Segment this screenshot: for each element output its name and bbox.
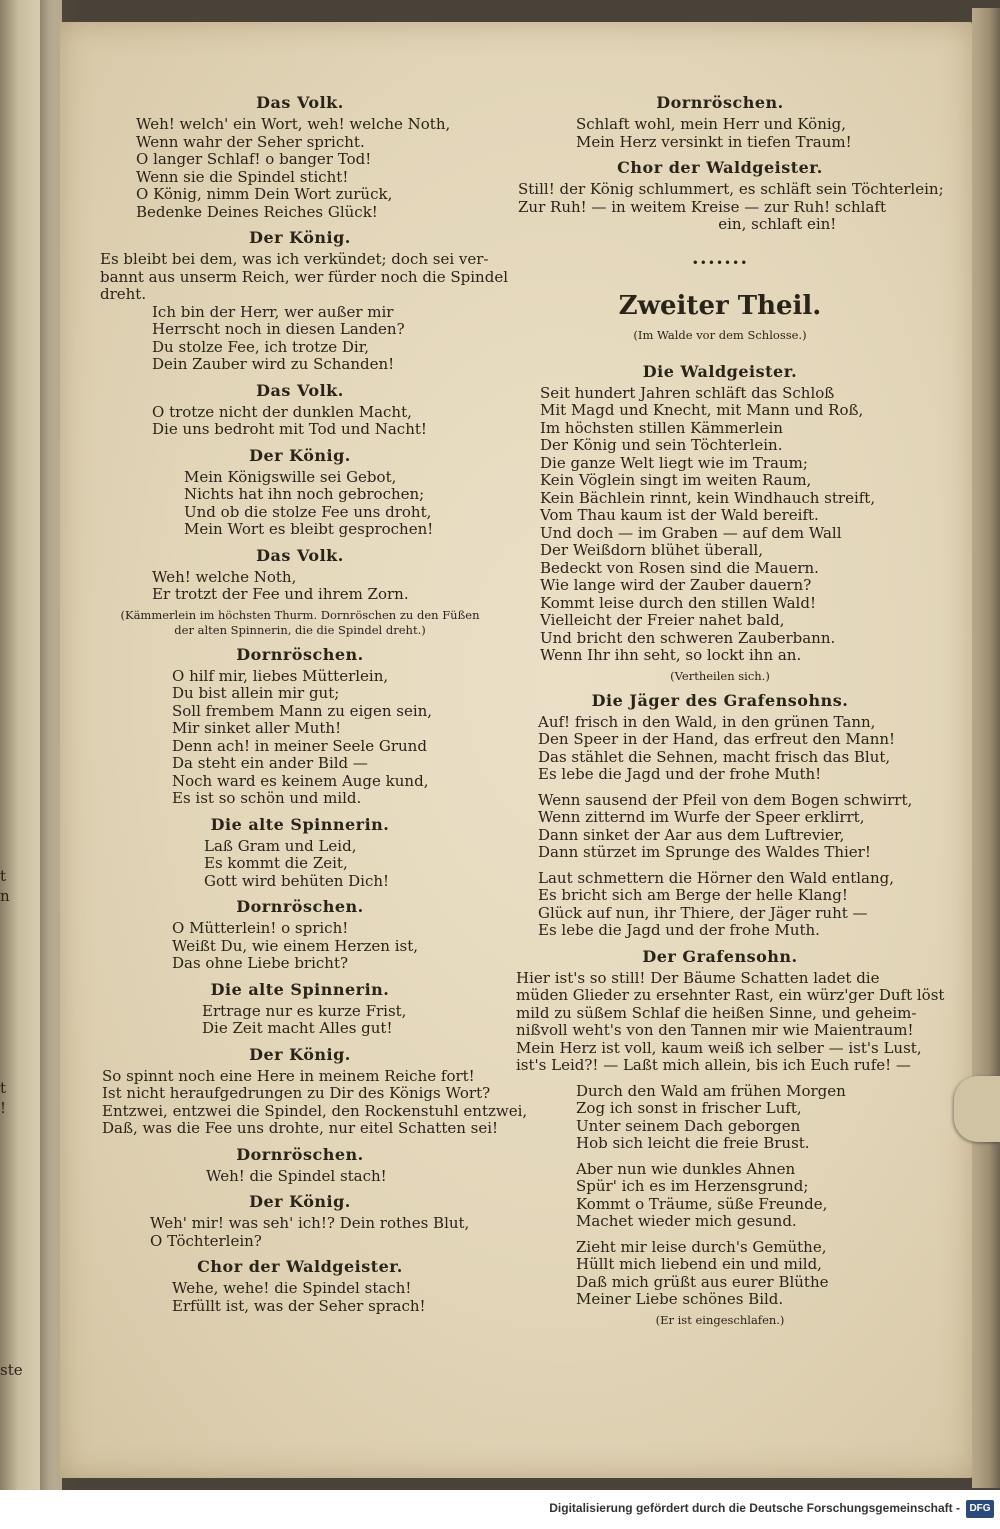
text-line: Ist nicht heraufgedrungen zu Dir des Königs Wort? (102, 1084, 491, 1102)
text-line: Du bist allein mir gut; (172, 684, 340, 702)
text-line: O langer Schlaf! o banger Tod! (136, 150, 372, 168)
verse-block (100, 1168, 500, 1186)
text-line: Vom Thau kaum ist der Wald bereift. (540, 506, 819, 524)
text-line: O König, nimm Dein Wort zurück, (136, 185, 393, 203)
text-line: Ertrage nur es kurze Frist, (202, 1001, 407, 1020)
text-line: müden Glieder zu ersehnter Rast, ein würz'ger Duft löst (516, 986, 945, 1004)
text-line: Das ohne Liebe bricht? (172, 954, 349, 972)
verse-block (100, 1003, 500, 1038)
speaker-heading: Die alte Spinnerin. (210, 814, 390, 834)
text-line: Wehe, wehe! die Spindel stach! (172, 1279, 412, 1297)
speaker-heading: Dornröschen. (236, 644, 364, 664)
text-line: Erfüllt ist, was der Seher sprach! (172, 1296, 426, 1315)
verse-block (516, 1161, 924, 1231)
verse-block (516, 116, 924, 151)
text-line: Wenn sie die Spindel sticht! (136, 167, 349, 186)
verse-block (100, 668, 500, 808)
text-line: So spinnt noch eine Here in meinem Reiche fort! (102, 1066, 475, 1085)
ornament-divider: ••••••• (691, 255, 749, 270)
text-line: Hüllt mich liebend ein und mild, (576, 1255, 822, 1273)
text-line: Weh! welche Noth, (152, 567, 297, 586)
left-page-fragment: t (0, 1079, 7, 1097)
verse-block (100, 1215, 500, 1250)
funding-notice: Digitalisierung gefördert durch die Deutsche Forschungsgemeinschaft - (549, 1501, 960, 1515)
text-line: Mein Herz ist voll, kaum weiß ich selber — ist's Lust, (516, 1038, 922, 1057)
text-line: Die Zeit macht Alles gut! (202, 1019, 393, 1037)
text-line: Bedeckt von Rosen sind die Mauern. (540, 558, 819, 577)
text-line: Weh' mir! was seh' ich!? Dein rothes Blut, (150, 1214, 470, 1232)
text-line: Es lebe die Jagd und der frohe Muth! (538, 765, 822, 783)
speaker-heading: Der König. (249, 1044, 351, 1064)
text-line: Glück auf nun, ihr Thiere, der Jäger ruht — (538, 903, 868, 922)
part-title: Zweiter Theil. (618, 290, 822, 321)
text-line: Weh! die Spindel stach! (206, 1166, 387, 1185)
text-line: O Mütterlein! o sprich! (172, 919, 349, 937)
stage-direction (100, 608, 500, 638)
text-line: (Vertheilen sich.) (670, 668, 770, 683)
text-line: Spür' ich es im Herzensgrund; (576, 1177, 809, 1195)
text-line: Du stolze Fee, ich trotze Dir, (152, 337, 369, 356)
text-line: Der König und sein Töchterlein. (540, 436, 783, 454)
verse-block (100, 116, 500, 221)
speaker-heading: Chor der Waldgeister. (197, 1257, 403, 1276)
right-text-column (516, 86, 945, 1332)
text-line: Im höchsten stillen Kämmerlein (540, 418, 783, 437)
text-line: Unter seinem Dach geborgen (576, 1116, 801, 1135)
speaker-heading: Dornröschen. (656, 93, 784, 112)
stage-direction (516, 669, 924, 684)
text-line: (Im Walde vor dem Schlosse.) (633, 327, 807, 342)
text-line: (Kämmerlein im höchsten Thurm. Dornröschen zu den Füßen (120, 607, 480, 622)
text-line: Es kommt die Zeit, (204, 854, 348, 872)
text-line: der alten Spinnerin, die die Spindel dreht.) (174, 622, 426, 637)
text-line: Wenn zitternd im Wurfe der Speer erklirrt, (538, 808, 865, 826)
verse-block (100, 404, 500, 439)
text-line: mild zu süßem Schlaf die heißen Sinne, und geheim- (516, 1003, 917, 1022)
book-page (60, 22, 972, 1478)
text-line: Herrscht noch in diesen Landen? (152, 320, 405, 338)
text-line: Und ob die stolze Fee uns droht, (184, 502, 432, 521)
speaker-heading: Das Volk. (256, 93, 344, 112)
stage-direction (516, 328, 924, 343)
text-line: Es bricht sich am Berge der helle Klang! (538, 886, 848, 904)
text-line: Kommt o Träume, süße Freunde, (576, 1194, 828, 1213)
text-line: Mein Königswille sei Gebot, (184, 467, 397, 486)
stanza-gap (516, 347, 924, 355)
text-line: Auf! frisch in den Wald, in den grünen Tann, (538, 712, 876, 731)
speaker-heading: Der König. (249, 1192, 351, 1211)
text-line: Dein Zauber wird zu Schanden! (152, 355, 395, 373)
text-line: Kein Vöglein singt im weiten Raum, (540, 471, 812, 489)
text-line: Daß, was die Fee uns drohte, nur eitel Schatten sei! (102, 1119, 499, 1137)
text-line: ist's Leid?! — Laßt mich allein, bis ich Euch rufe! — (516, 1056, 911, 1074)
left-page-fragment: n (0, 887, 10, 905)
verse-block (516, 385, 924, 665)
verse-block (516, 1239, 924, 1309)
speaker-heading: Der König. (249, 228, 351, 247)
text-line: Wenn wahr der Seher spricht. (136, 132, 365, 151)
text-line: Wie lange wird der Zauber dauern? (540, 576, 812, 594)
verse-block (516, 870, 924, 940)
speaker-heading: Die Waldgeister. (642, 361, 798, 381)
verse-block (100, 920, 500, 973)
text-line: Mein Herz versinkt in tiefen Traum! (576, 132, 852, 151)
text-line: Die uns bedroht mit Tod und Nacht! (152, 420, 427, 438)
text-line: (Er ist eingeschlafen.) (655, 1312, 785, 1327)
text-line: Zur Ruh! — in weitem Kreise — zur Ruh! schlaft (518, 197, 886, 216)
text-line: Zieht mir leise durch's Gemüthe, (576, 1237, 827, 1256)
text-line: Entzwei, entzwei die Spindel, den Rockenstuhl entzwei, (102, 1101, 528, 1120)
page-tab-marker (954, 1076, 1000, 1142)
text-line: Gott wird behüten Dich! (204, 871, 390, 890)
speaker-heading: Dornröschen. (236, 897, 364, 916)
speaker-heading: Die Jäger des Grafensohns. (591, 690, 849, 710)
text-line: O hilf mir, liebes Mütterlein, (172, 666, 389, 685)
text-line: Dann sinket der Aar aus dem Luftrevier, (538, 825, 845, 844)
text-line: Ich bin der Herr, wer außer mir (152, 302, 394, 321)
text-line: Der Weißdorn blühet überall, (540, 541, 763, 559)
text-line: Bedenke Deines Reiches Glück! (136, 202, 378, 221)
text-line: Zog ich sonst in frischer Luft, (576, 1099, 802, 1117)
text-line: Nichts hat ihn noch gebrochen; (184, 485, 425, 503)
text-line: ein, schlaft ein! (518, 215, 837, 233)
text-line: Es ist so schön und mild. (172, 789, 362, 807)
text-line: Daß mich grüßt aus eurer Blüthe (576, 1272, 829, 1291)
verse-block (100, 838, 500, 891)
stage-direction (516, 1313, 924, 1328)
speaker-heading: Das Volk. (256, 380, 344, 400)
text-line: Still! der König schlummert, es schläft sein Töchterlein; (518, 180, 944, 198)
text-line: Die ganze Welt liegt wie im Traum; (540, 453, 808, 472)
verse-block (516, 180, 944, 234)
text-line: Es lebe die Jagd und der frohe Muth. (538, 921, 820, 939)
text-line: Noch ward es keinem Auge kund, (172, 771, 429, 790)
text-line: O trotze nicht der dunklen Macht, (152, 402, 412, 421)
page-stack-edge (972, 8, 1000, 1488)
text-line: Kommt leise durch den stillen Wald! (540, 593, 816, 612)
text-line: Weißt Du, wie einem Herzen ist, (172, 936, 419, 955)
text-line: Hier ist's so still! Der Bäume Schatten ladet die (516, 968, 880, 987)
text-line: Aber nun wie dunkles Ahnen (576, 1159, 796, 1178)
verse-block (100, 1280, 500, 1315)
text-line: Und bricht den schweren Zauberbann. (540, 628, 836, 647)
prose-block (100, 250, 508, 304)
text-line: dreht. (100, 285, 147, 303)
text-line: Seit hundert Jahren schläft das Schloß (540, 383, 835, 402)
left-page-fragment: t (0, 867, 7, 885)
text-line: Und doch — im Graben — auf dem Wall (540, 523, 842, 542)
text-line: Soll frembem Mann zu eigen sein, (172, 701, 433, 720)
left-text-column (100, 86, 528, 1315)
text-line: Machet wieder mich gesund. (576, 1212, 797, 1230)
text-line: Das stählet die Sehnen, macht frisch das Blut, (538, 747, 891, 766)
text-line: O Töchterlein? (150, 1231, 262, 1250)
left-page-fragment: ste (0, 1361, 23, 1379)
text-line: Vielleicht der Freier nahet bald, (540, 611, 785, 629)
text-line: Hob sich leicht die freie Brust. (576, 1134, 810, 1152)
verse-block (516, 792, 924, 862)
text-line: Schlaft wohl, mein Herr und König, (576, 115, 847, 133)
verse-block (100, 304, 500, 374)
footer-bar (0, 1490, 1000, 1529)
left-page-fragment: ! (0, 1099, 7, 1117)
speaker-heading: Dornröschen. (236, 1144, 364, 1164)
text-line: Er trotzt der Fee und ihrem Zorn. (152, 585, 409, 603)
text-line: Mit Magd und Knecht, mit Mann und Roß, (540, 401, 864, 419)
speaker-heading: Die alte Spinnerin. (210, 979, 390, 999)
text-line: Mein Wort es bleibt gesprochen! (184, 520, 434, 538)
text-line: Wenn sausend der Pfeil von dem Bogen schwirrt, (538, 790, 913, 809)
speaker-heading: Der Grafensohn. (642, 946, 798, 966)
text-line: bannt aus unserm Reich, wer fürder noch die Spindel (100, 267, 508, 286)
text-line: Kein Bächlein rinnt, kein Windhauch streift, (540, 488, 876, 507)
text-line: Durch den Wald am frühen Morgen (576, 1081, 846, 1100)
speaker-heading: Das Volk. (256, 545, 344, 565)
text-line: Da steht ein ander Bild — (172, 754, 368, 772)
verse-block (100, 1066, 528, 1138)
text-line: Meiner Liebe schönes Bild. (576, 1290, 784, 1308)
text-line: Weh! welch' ein Wort, weh! welche Noth, (136, 115, 451, 133)
text-line: Es bleibt bei dem, was ich verkündet; doch sei ver- (100, 250, 489, 268)
dfg-logo: DFG (966, 1500, 994, 1518)
speaker-heading: Der König. (249, 445, 351, 465)
speaker-heading: Chor der Waldgeister. (617, 158, 823, 177)
verse-block (516, 714, 924, 784)
prose-block (516, 968, 945, 1075)
text-line: Dann stürzet im Sprunge des Waldes Thier! (538, 843, 871, 861)
text-line: Laut schmettern die Hörner den Wald entlang, (538, 868, 895, 887)
verse-block (100, 569, 500, 604)
text-line: Laß Gram und Leid, (204, 836, 357, 855)
text-line: Den Speer in der Hand, das erfreut den Mann! (538, 730, 896, 748)
text-line: Wenn Ihr ihn seht, so lockt ihn an. (540, 646, 802, 664)
verse-block (516, 1083, 924, 1153)
text-line: Mir sinket aller Muth! (172, 719, 342, 737)
verse-block (100, 469, 500, 539)
text-line: Denn ach! in meiner Seele Grund (172, 736, 427, 755)
text-line: nißvoll weht's von den Tannen mir wie Maientraum! (516, 1021, 914, 1039)
